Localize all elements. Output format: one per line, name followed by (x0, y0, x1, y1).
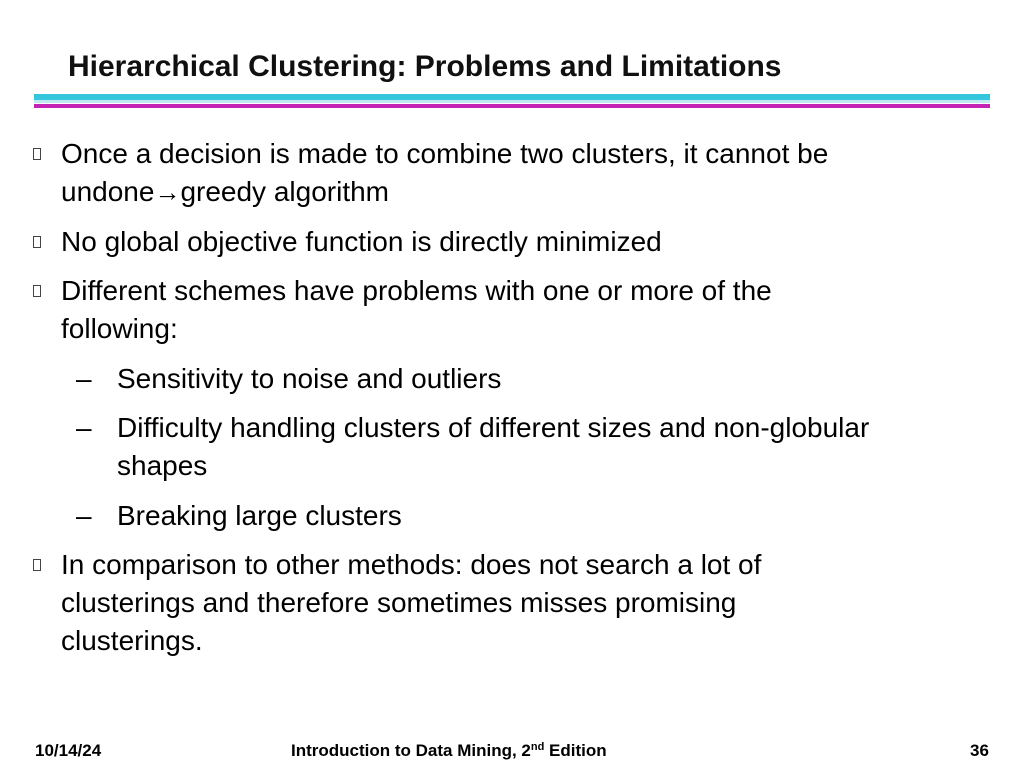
sub-item-1-line-1: Sensitivity to noise and outliers (117, 363, 502, 394)
sub-item-2-line-2: shapes (117, 450, 208, 481)
footer-date: 10/14/24 (35, 741, 102, 760)
sub-bullet-dash-icon: – (76, 412, 92, 443)
bullet-1-line-1: Once a decision is made to combine two clusters, it cannot be (61, 138, 829, 169)
footer-book-title-suffix: Edition (544, 741, 607, 760)
bullet-3-line-2: following: (61, 313, 178, 344)
bullet-1-text-before-arrow: undone (61, 176, 155, 207)
sub-bullet-dash-icon: – (76, 500, 92, 531)
footer-book-title (291, 741, 607, 761)
title-underline-magenta (34, 104, 990, 108)
right-arrow-icon: → (154, 177, 181, 207)
bullet-4-line-1: In comparison to other methods: does not search a lot of (61, 549, 762, 580)
sub-item-2-line-1: Difficulty handling clusters of different sizes and non-globular (117, 412, 870, 443)
footer-page-number: 36 (970, 741, 989, 760)
slide-title: Hierarchical Clustering: Problems and Limitations (68, 50, 782, 83)
bullet-4-line-3: clusterings. (61, 625, 203, 656)
bullet-box-icon (33, 559, 41, 571)
bullet-box-icon (33, 285, 41, 297)
title-underline-pale (34, 100, 990, 103)
bullet-4-line-2: clusterings and therefore sometimes misses promising (61, 587, 737, 618)
bullet-3-line-1: Different schemes have problems with one or more of the (61, 275, 772, 306)
bullet-2-line-1: No global objective function is directly minimized (61, 226, 662, 257)
sub-bullet-dash-icon: – (76, 363, 92, 394)
footer-book-title-main: Introduction to Data Mining, 2 (291, 741, 531, 760)
bullet-1-text-after-arrow: greedy algorithm (180, 176, 389, 207)
footer-book-title-sup: nd (530, 741, 545, 753)
sub-item-3-line-1: Breaking large clusters (117, 500, 402, 531)
bullet-box-icon (33, 148, 41, 160)
bullet-box-icon (33, 236, 41, 248)
bullet-1-line-2 (61, 173, 389, 211)
